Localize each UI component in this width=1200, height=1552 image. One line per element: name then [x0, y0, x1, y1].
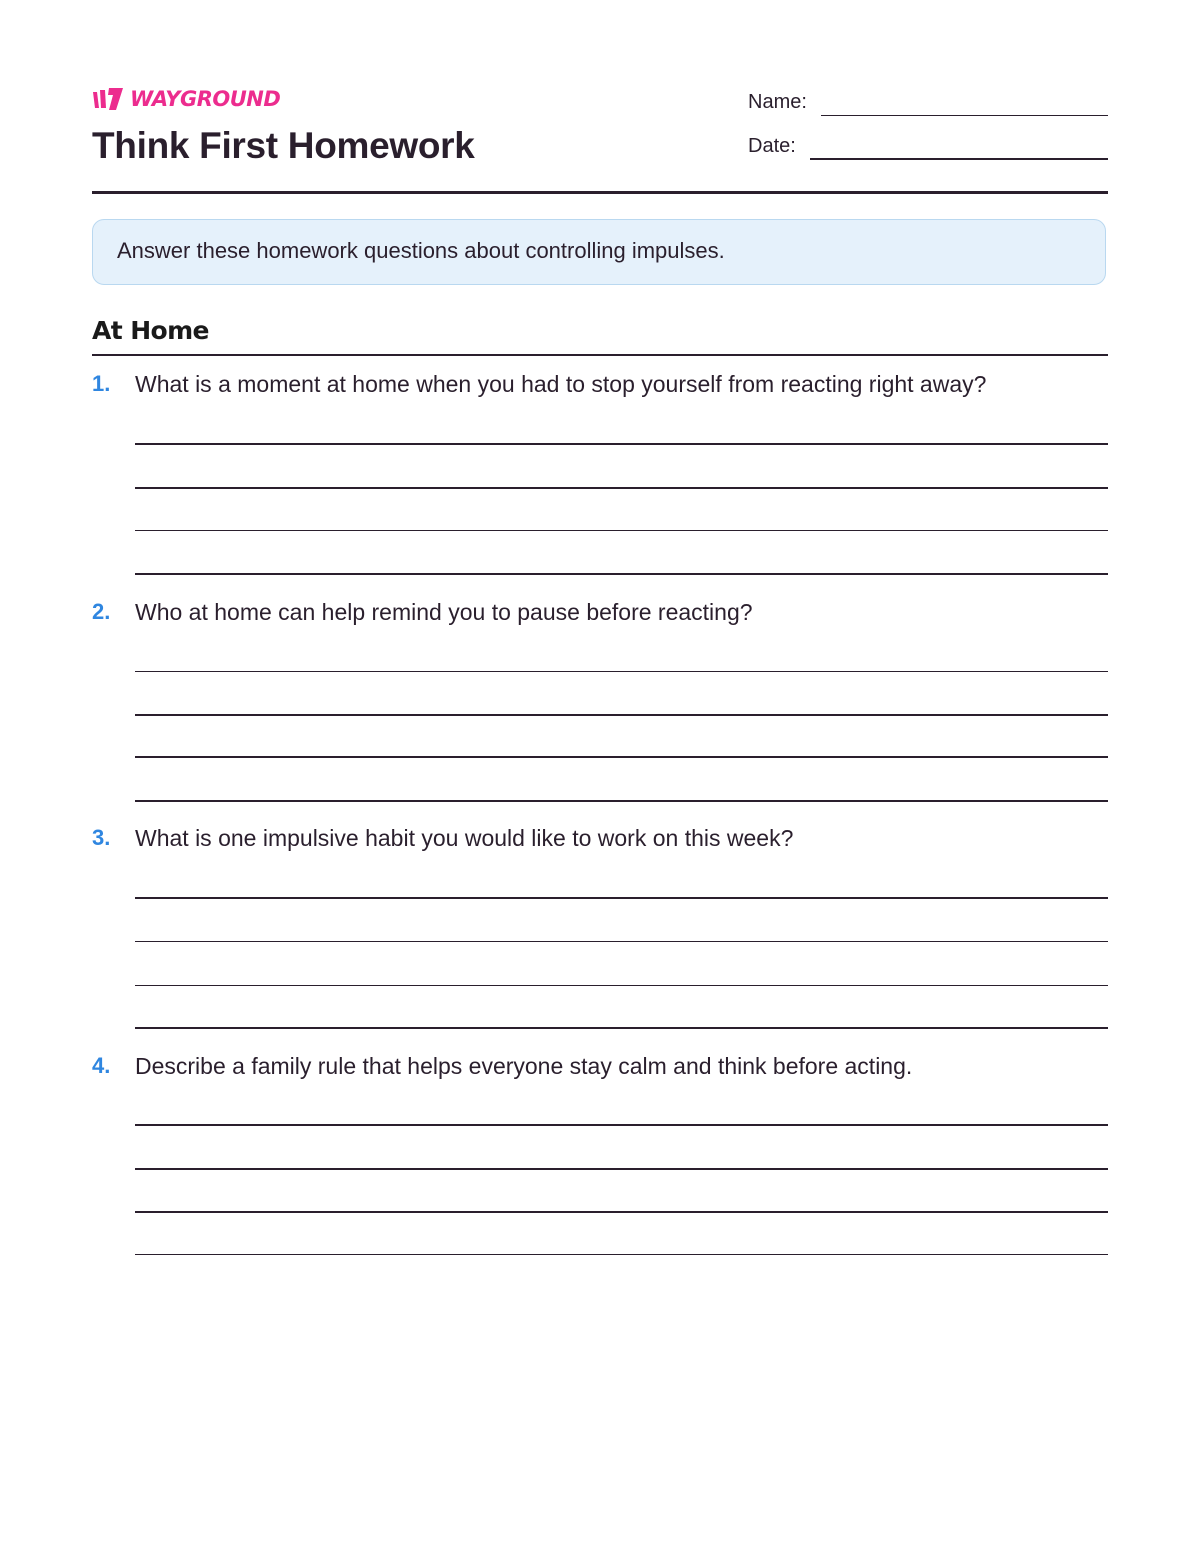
- brand: [92, 86, 280, 112]
- answer-line[interactable]: [135, 714, 1108, 716]
- name-row: [748, 88, 1108, 116]
- section-heading: At Home: [92, 316, 209, 345]
- answer-line[interactable]: [135, 800, 1108, 802]
- answer-line[interactable]: [135, 1027, 1108, 1029]
- answer-line[interactable]: [135, 573, 1108, 575]
- date-field[interactable]: [810, 132, 1108, 160]
- answer-line[interactable]: [135, 487, 1108, 489]
- question-number: 4.: [92, 1053, 111, 1078]
- answer-line[interactable]: [135, 756, 1108, 758]
- question-text: What is one impulsive habit you would like to work on this week?: [135, 825, 794, 851]
- question-number: 3.: [92, 825, 111, 850]
- name-field[interactable]: [821, 89, 1108, 116]
- brand-name: WAYGROUND: [130, 87, 281, 111]
- question-text: Who at home can help remind you to pause before reacting?: [135, 599, 753, 625]
- answer-line[interactable]: [135, 1211, 1108, 1213]
- name-label: Name:: [748, 91, 807, 113]
- answer-line[interactable]: [135, 1124, 1108, 1126]
- answer-line[interactable]: [135, 941, 1108, 942]
- question-number: 2.: [92, 599, 111, 624]
- instructions-box: Answer these homework questions about controlling impulses.: [92, 219, 1106, 285]
- answer-line[interactable]: [135, 897, 1108, 899]
- date-row: [748, 132, 1108, 160]
- wayground-logo-icon: [92, 87, 124, 111]
- answer-line[interactable]: [135, 530, 1108, 531]
- answer-line[interactable]: [135, 985, 1108, 986]
- question-text: What is a moment at home when you had to stop yourself from reacting right away?: [135, 371, 987, 397]
- worksheet-page: [92, 0, 1108, 1552]
- page-title: Think First Homework: [92, 125, 475, 166]
- answer-line[interactable]: [135, 1254, 1108, 1255]
- date-label: Date:: [748, 135, 796, 157]
- question-text: Describe a family rule that helps everyone stay calm and think before acting.: [135, 1053, 913, 1079]
- question-number: 1.: [92, 371, 111, 396]
- answer-line[interactable]: [135, 1168, 1108, 1170]
- answer-line[interactable]: [135, 671, 1108, 672]
- section-divider: [92, 354, 1108, 356]
- answer-line[interactable]: [135, 443, 1108, 445]
- header-divider: [92, 191, 1108, 194]
